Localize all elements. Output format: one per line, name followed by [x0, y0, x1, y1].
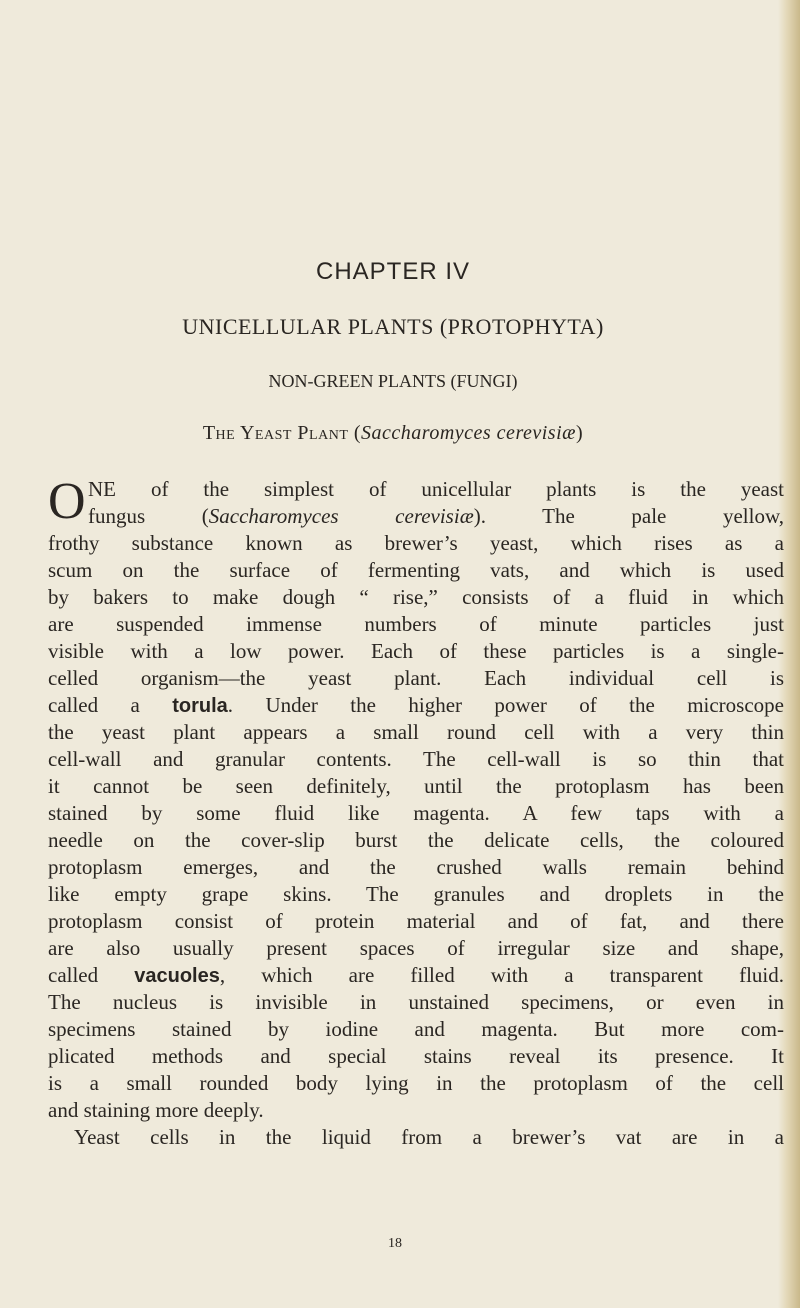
text-line: The nucleus is invisible in unstained specimens, or even in — [48, 990, 784, 1014]
text-line: visible with a low power. Each of these particles is a single- — [48, 639, 784, 663]
text-line: protoplasm emerges, and the crushed walls remain behind — [48, 855, 784, 879]
section-heading-prefix: The Yeast Plant ( — [202, 422, 362, 444]
text-line: needle on the cover-slip burst the delicate cells, the coloured — [48, 828, 784, 852]
text-line: cell-wall and granular contents. The cell-wall is so thin that — [48, 747, 784, 771]
chapter-heading: CHAPTER IV — [315, 258, 471, 285]
text-line: frothy substance known as brewer’s yeast, which rises as a — [48, 531, 784, 555]
text-line: protoplasm consist of protein material and of fat, and there — [48, 909, 784, 933]
term-torula: torula — [172, 695, 228, 717]
text-line: fungus (Saccharomyces cerevisiæ). The pale yellow, — [88, 504, 784, 528]
text-line: plicated methods and special stains reveal its presence. It — [48, 1044, 784, 1068]
body-text — [48, 473, 784, 1151]
section-heading-suffix: ) — [575, 422, 584, 444]
text-line: stained by some fluid like magenta. A few taps with a — [48, 801, 784, 825]
text-line: called vacuoles, which are filled with a transparent fluid. — [48, 963, 784, 987]
text-line: the yeast plant appears a small round cell with a very thin — [48, 720, 784, 744]
text-line: called a torula. Under the higher power of the microscope — [48, 693, 784, 717]
text-line: and staining more deeply. — [48, 1098, 264, 1122]
section-heading — [0, 422, 786, 445]
text-line: NE of the simplest of unicellular plants is the yeast — [88, 477, 784, 501]
term-vacuoles: vacuoles — [134, 965, 220, 987]
drop-cap: O — [48, 473, 86, 530]
section-heading-latin: Saccharomyces cerevisiæ — [361, 422, 576, 444]
page-number: 18 — [388, 1236, 402, 1251]
text-line: celled organism—the yeast plant. Each individual cell is — [48, 666, 784, 690]
section-subtitle: NON-GREEN PLANTS (FUNGI) — [268, 371, 518, 391]
text-line: scum on the surface of fermenting vats, and which is used — [48, 558, 784, 582]
text-line: specimens stained by iodine and magenta. But more com- — [48, 1017, 784, 1041]
text-line: by bakers to make dough “ rise,” consists of a fluid in which — [48, 585, 784, 609]
chapter-title: UNICELLULAR PLANTS (PROTOPHYTA) — [182, 314, 604, 339]
text-line: like empty grape skins. The granules and droplets in the — [48, 882, 784, 906]
text-line: it cannot be seen definitely, until the protoplasm has been — [48, 774, 784, 798]
text-line: are also usually present spaces of irregular size and shape, — [48, 936, 784, 960]
text-line: Yeast cells in the liquid from a brewer’s vat are in a — [74, 1125, 784, 1149]
text-line: is a small rounded body lying in the protoplasm of the cell — [48, 1071, 784, 1095]
text-line: are suspended immense numbers of minute particles just — [48, 612, 784, 636]
